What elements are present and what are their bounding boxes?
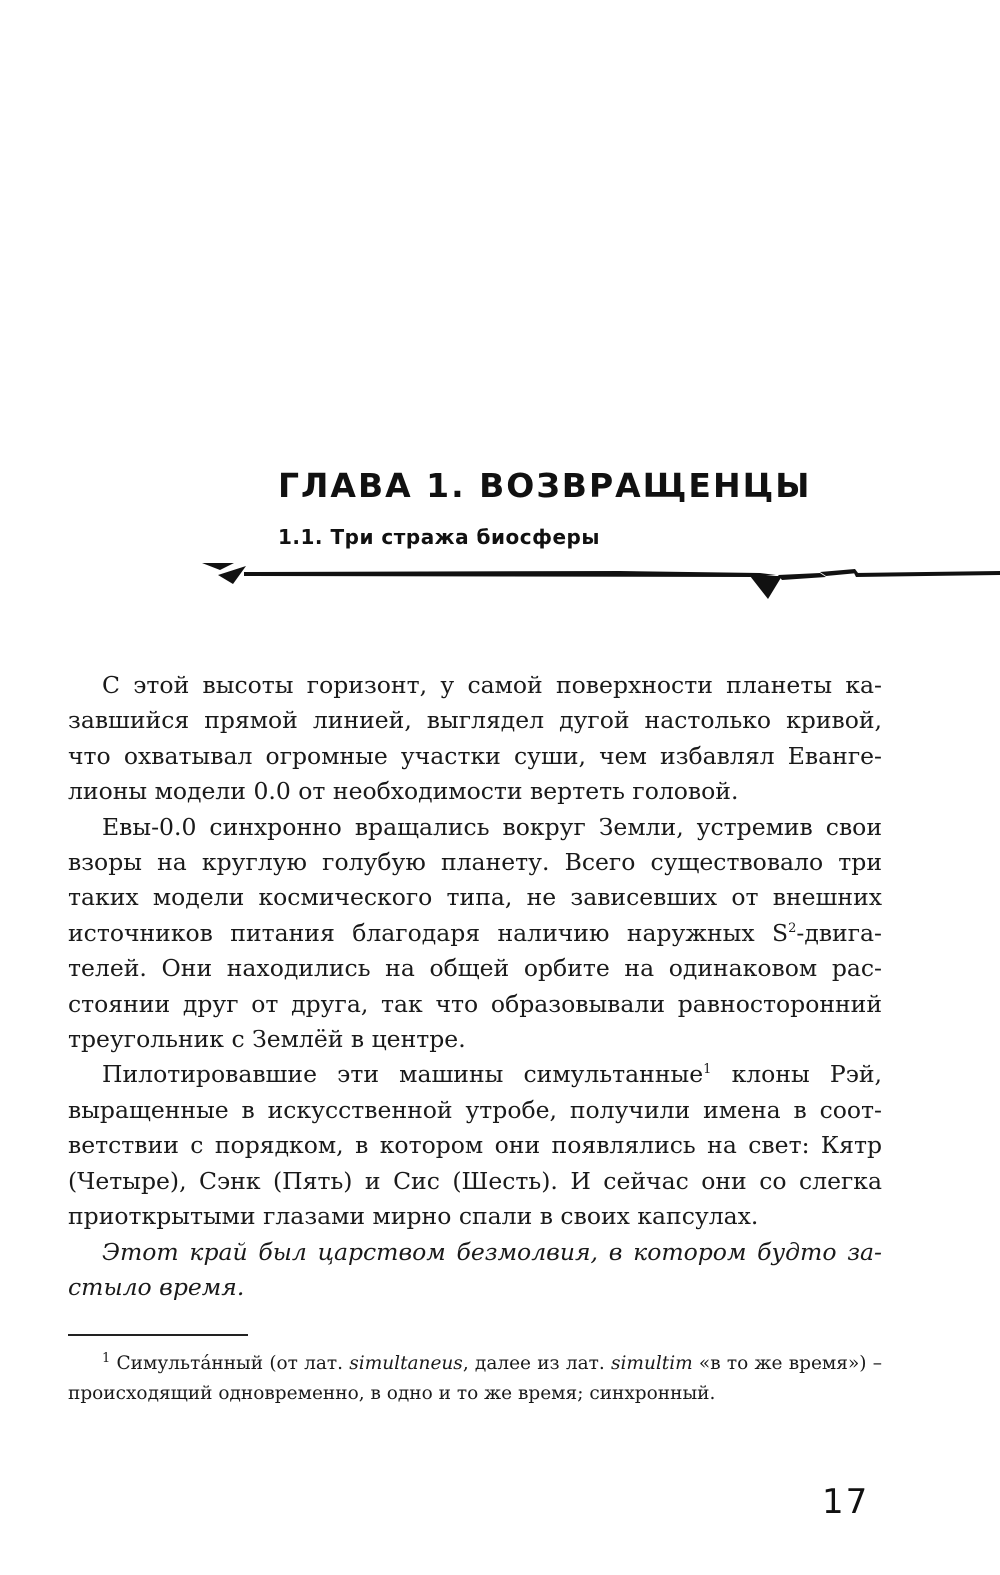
footnote-latin-term-2: simultim [611,1353,693,1374]
page-number: 17 [822,1482,870,1522]
chapter-title: ГЛАВА 1. ВОЗВРАЩЕНЦЫ [278,466,812,505]
rule-right-segment-b [820,569,858,576]
footnote-reference: 1 [703,1062,712,1078]
paragraph-italic: Этот край был царством безмолвия, в котором будто застыло время. [68,1237,882,1301]
decorative-header-rule [200,556,1000,606]
footnote-marker: 1 [102,1350,111,1366]
paragraph-3: Пилотировавшие эти машины симультанные$^1$ клоны Рэй, выращенные в искусственной утробе, получили имена в соответствии с порядком, в котором они появлялись на свет: Кятр (Четыре), Сэнк (Пять) и Сис (Шесть). И сейчас они со слегка приоткрытыми глазами мирно спали в своих капсулах. [68,1060,882,1231]
body-text [68,668,882,1305]
rule-right-tail [854,571,1000,577]
rule-right-notch [750,576,782,599]
paragraph-1: С этой высоты горизонт, у самой поверхности планеты казавшийся прямой линией, выглядел дугой настолько кривой, что охватывал огромные участки суши, чем избавлял Евангелионы модели 0.0 от необходимости вертеть головой. [68,671,882,806]
footnote: $^1$ Симульта́нный (от лат. simultaneus, далее из лат. simultim «в то же время») – происходящий одновременно, в одно и то же время; синхронный. [68,1350,882,1404]
superscript-square: 2 [788,921,797,937]
footnote-separator [68,1334,248,1336]
section-title: 1.1. Три стража биосферы [278,525,600,549]
rule-left-arrow-top [202,563,234,570]
footnote-latin-term-1: simultaneus [349,1353,463,1374]
rule-main-line [244,571,776,577]
paragraph-2: Евы-0.0 синхронно вращались вокруг Земли, устремив свои взоры на круглую голубую планету. Всего существовало три таких модели космического типа, не зависевших от внешних источников питания благодаря наличию наружных $S^2$-двигателей. Они находились на общей орбите на одинаковом расстоянии друг от друга, так что образовывали равносторонний треугольник с Землёй в центре. [68,812,882,1054]
rule-right-segment-a [778,573,826,580]
